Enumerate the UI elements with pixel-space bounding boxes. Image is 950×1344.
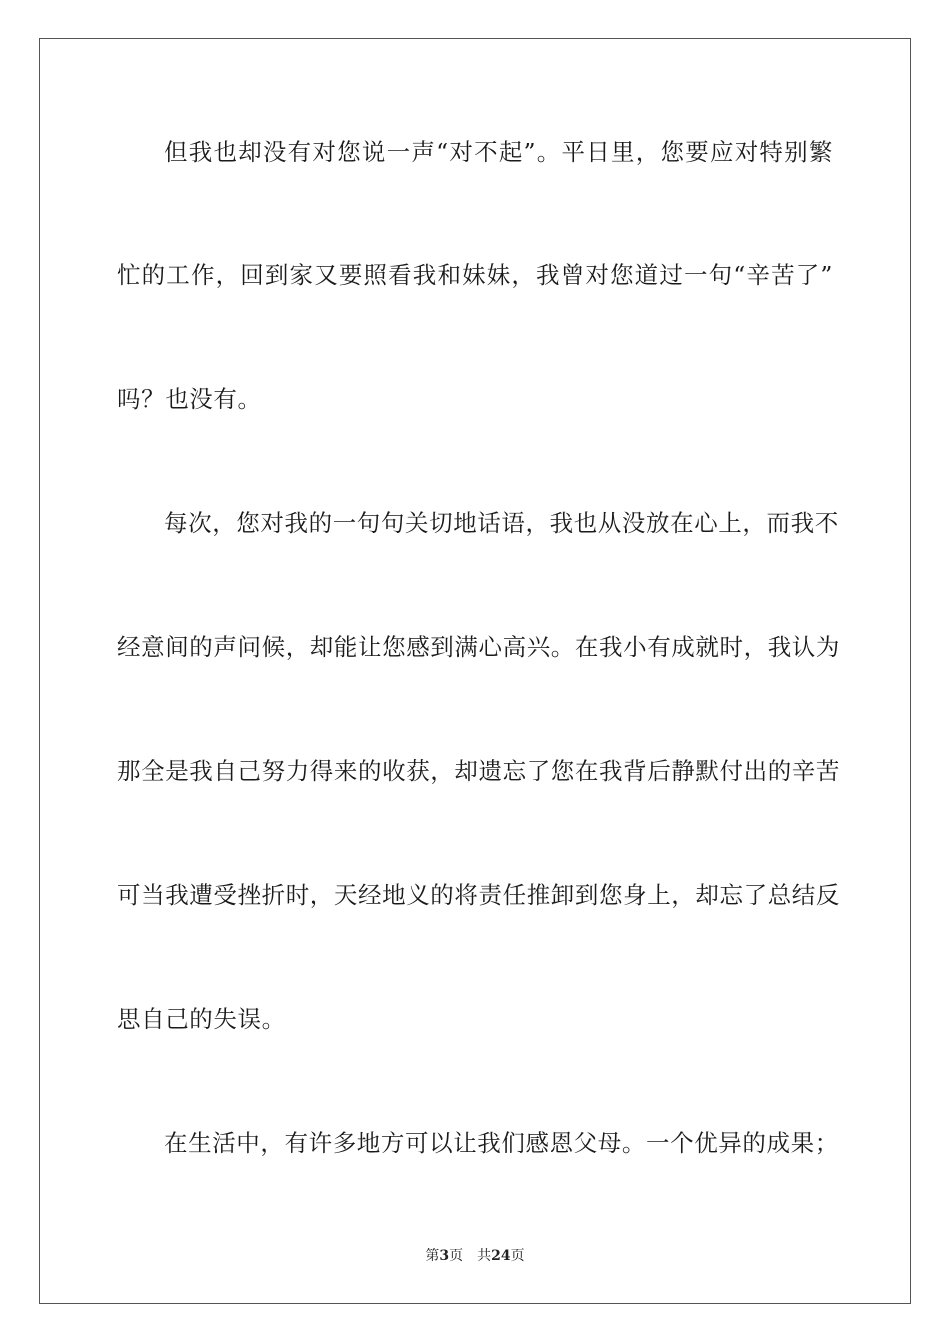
total-suffix: 页 xyxy=(510,1248,525,1264)
total-pages: 24 xyxy=(491,1248,511,1264)
text-line-1: 但我也却没有对您说一声“对不起”。平日里，您要应对特别繁 xyxy=(164,138,833,166)
text-line-7: 可当我遭受挫折时，天经地义的将责任推卸到您身上，却忘了总结反 xyxy=(117,881,840,909)
page-frame xyxy=(39,38,911,1304)
total-prefix: 共 xyxy=(477,1248,492,1264)
text-line-5: 经意间的声问候，却能让您感到满心高兴。在我小有成就时，我认为 xyxy=(117,633,840,661)
text-line-6: 那全是我自己努力得来的收获，却遗忘了您在我背后静默付出的辛苦 xyxy=(117,757,840,785)
page-prefix: 第 xyxy=(425,1248,440,1264)
page-suffix: 页 xyxy=(449,1248,464,1264)
text-line-3: 吗？也没有。 xyxy=(117,385,262,413)
text-line-2: 忙的工作，回到家又要照看我和妹妹，我曾对您道过一句“辛苦了” xyxy=(117,261,833,289)
text-line-9: 在生活中，有许多地方可以让我们感恩父母。一个优异的成果； xyxy=(164,1129,839,1157)
page-footer xyxy=(0,1247,950,1265)
text-line-4: 每次，您对我的一句句关切地话语，我也从没放在心上，而我不 xyxy=(164,509,839,537)
page-number: 3 xyxy=(439,1248,450,1264)
text-line-8: 思自己的失误。 xyxy=(117,1005,286,1033)
